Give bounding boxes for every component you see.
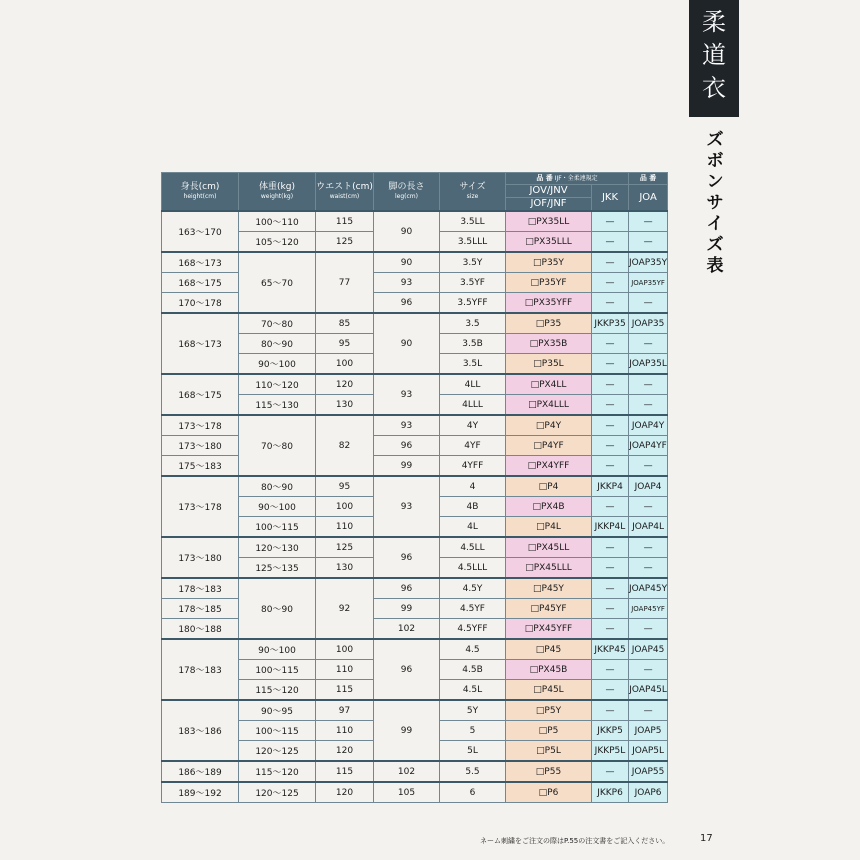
waist-cell: 110	[316, 721, 374, 741]
ijf-code-cell: □PX4B	[506, 497, 592, 517]
leg-length-cell: 102	[374, 761, 440, 782]
table-row	[162, 415, 668, 436]
leg-length-cell: 96	[374, 578, 440, 599]
waist-cell: 110	[316, 660, 374, 680]
weight-cell: 120〜125	[239, 782, 316, 803]
jkk-code-cell: —	[592, 374, 629, 395]
height-cell: 173〜178	[162, 415, 239, 436]
size-cell: 3.5YF	[440, 273, 506, 293]
joa-code-cell: —	[629, 211, 668, 232]
jkk-code-cell: JKKP45	[592, 639, 629, 660]
jkk-code-cell: —	[592, 537, 629, 558]
waist-cell: 120	[316, 374, 374, 395]
size-cell: 4LL	[440, 374, 506, 395]
table-row	[162, 599, 668, 619]
jkk-code-cell: —	[592, 354, 629, 375]
table-row	[162, 374, 668, 395]
height-cell: 170〜178	[162, 293, 239, 314]
joa-code-cell: JOAP5L	[629, 741, 668, 762]
leg-length-cell: 99	[374, 700, 440, 761]
table-row	[162, 639, 668, 660]
ijf-code-cell: □P35YF	[506, 273, 592, 293]
joa-code-cell: —	[629, 395, 668, 416]
ijf-code-cell: □P5	[506, 721, 592, 741]
waist-cell: 130	[316, 395, 374, 416]
header-jkk: JKK	[592, 185, 629, 212]
leg-length-cell: 102	[374, 619, 440, 640]
joa-code-cell: —	[629, 374, 668, 395]
table-row	[162, 578, 668, 599]
height-cell: 168〜173	[162, 252, 239, 273]
joa-code-cell: JOAP35L	[629, 354, 668, 375]
side-title-char: ボ	[706, 151, 724, 171]
table-row	[162, 619, 668, 640]
size-cell: 4.5YF	[440, 599, 506, 619]
height-cell: 168〜173	[162, 313, 239, 374]
height-cell: 178〜183	[162, 578, 239, 599]
side-title-char: ズ	[706, 130, 724, 150]
jkk-code-cell: JKKP4	[592, 476, 629, 497]
leg-length-cell: 96	[374, 293, 440, 314]
weight-cell: 120〜125	[239, 741, 316, 762]
ijf-code-cell: □P4	[506, 476, 592, 497]
table-row	[162, 537, 668, 558]
ijf-code-cell: □P4YF	[506, 436, 592, 456]
waist-cell: 97	[316, 700, 374, 721]
side-title-char: ズ	[706, 235, 724, 255]
weight-cell: 115〜120	[239, 761, 316, 782]
pants-size-table	[161, 172, 668, 803]
weight-cell: 105〜120	[239, 232, 316, 253]
size-cell: 4.5YFF	[440, 619, 506, 640]
table-row	[162, 211, 668, 232]
weight-cell: 100〜110	[239, 211, 316, 232]
leg-length-cell: 96	[374, 436, 440, 456]
jkk-code-cell: JKKP6	[592, 782, 629, 803]
waist-cell: 120	[316, 782, 374, 803]
weight-cell: 90〜100	[239, 497, 316, 517]
joa-code-cell: JOAP4Y	[629, 415, 668, 436]
side-title-char: ン	[706, 172, 724, 192]
weight-cell: 90〜100	[239, 354, 316, 375]
ijf-code-cell: □PX35YFF	[506, 293, 592, 314]
weight-cell: 100〜115	[239, 721, 316, 741]
ijf-code-cell: □P5Y	[506, 700, 592, 721]
weight-cell: 100〜115	[239, 517, 316, 538]
waist-cell: 115	[316, 211, 374, 232]
page-number: 17	[700, 833, 713, 844]
waist-cell: 77	[316, 252, 374, 313]
ijf-code-cell: □PX45LLL	[506, 558, 592, 579]
ijf-code-cell: □PX4LL	[506, 374, 592, 395]
size-cell: 4YFF	[440, 456, 506, 477]
size-cell: 5Y	[440, 700, 506, 721]
joa-code-cell: JOAP5	[629, 721, 668, 741]
joa-code-cell: —	[629, 537, 668, 558]
size-cell: 3.5LLL	[440, 232, 506, 253]
joa-code-cell: JOAP55	[629, 761, 668, 782]
side-tab-char: 道	[702, 41, 726, 69]
jkk-code-cell: —	[592, 761, 629, 782]
table-row	[162, 313, 668, 334]
weight-cell: 90〜100	[239, 639, 316, 660]
ijf-code-cell: □P35	[506, 313, 592, 334]
table-row	[162, 293, 668, 314]
waist-cell: 95	[316, 476, 374, 497]
ijf-code-cell: □P45	[506, 639, 592, 660]
table-row	[162, 252, 668, 273]
joa-code-cell: JOAP4	[629, 476, 668, 497]
jkk-code-cell: —	[592, 395, 629, 416]
jkk-code-cell: —	[592, 415, 629, 436]
size-cell: 3.5B	[440, 334, 506, 354]
header-weight: 体重(kg) weight(kg)	[239, 173, 316, 212]
weight-cell: 80〜90	[239, 578, 316, 639]
section-title-pants-size-chart	[702, 130, 728, 277]
category-tab-judogi	[689, 0, 739, 117]
waist-cell: 100	[316, 354, 374, 375]
size-cell: 4L	[440, 517, 506, 538]
ijf-code-cell: □PX35B	[506, 334, 592, 354]
header-height: 身長(cm) height(cm)	[162, 173, 239, 212]
table-row	[162, 700, 668, 721]
height-cell: 173〜180	[162, 537, 239, 578]
side-title-char: サ	[706, 193, 724, 213]
waist-cell: 95	[316, 334, 374, 354]
jkk-code-cell: —	[592, 232, 629, 253]
weight-cell: 90〜95	[239, 700, 316, 721]
ijf-code-cell: □P35Y	[506, 252, 592, 273]
size-cell: 6	[440, 782, 506, 803]
ijf-code-cell: □P4Y	[506, 415, 592, 436]
size-cell: 4B	[440, 497, 506, 517]
jkk-code-cell: —	[592, 456, 629, 477]
table-row	[162, 476, 668, 497]
height-cell: 168〜175	[162, 273, 239, 293]
table-row	[162, 782, 668, 803]
size-cell: 4.5B	[440, 660, 506, 680]
joa-code-cell: JOAP35	[629, 313, 668, 334]
leg-length-cell: 93	[374, 273, 440, 293]
header-size: サイズ size	[440, 173, 506, 212]
size-cell: 4LLL	[440, 395, 506, 416]
height-cell: 168〜175	[162, 374, 239, 415]
side-tab-char: 衣	[702, 74, 726, 102]
size-cell: 4	[440, 476, 506, 497]
leg-length-cell: 90	[374, 252, 440, 273]
jkk-code-cell: JKKP5L	[592, 741, 629, 762]
jkk-code-cell: —	[592, 619, 629, 640]
waist-cell: 115	[316, 761, 374, 782]
ijf-code-cell: □P4L	[506, 517, 592, 538]
weight-cell: 65〜70	[239, 252, 316, 313]
weight-cell: 80〜90	[239, 334, 316, 354]
size-cell: 4.5LLL	[440, 558, 506, 579]
jkk-code-cell: JKKP4L	[592, 517, 629, 538]
waist-cell: 85	[316, 313, 374, 334]
waist-cell: 92	[316, 578, 374, 639]
waist-cell: 82	[316, 415, 374, 476]
size-cell: 5	[440, 721, 506, 741]
leg-length-cell: 99	[374, 456, 440, 477]
weight-cell: 125〜135	[239, 558, 316, 579]
header-product-code-ijf: 品 番 IJF・全柔連規定	[506, 173, 629, 185]
jkk-code-cell: —	[592, 211, 629, 232]
joa-code-cell: JOAP35YF	[629, 273, 668, 293]
waist-cell: 115	[316, 680, 374, 701]
leg-length-cell: 96	[374, 639, 440, 700]
side-title-char: 表	[706, 256, 724, 276]
height-cell: 173〜178	[162, 476, 239, 537]
waist-cell: 125	[316, 537, 374, 558]
table-row	[162, 761, 668, 782]
jkk-code-cell: —	[592, 334, 629, 354]
weight-cell: 70〜80	[239, 415, 316, 476]
size-cell: 4.5Y	[440, 578, 506, 599]
size-cell: 5L	[440, 741, 506, 762]
header-jov-jnv: JOV/JNV	[506, 185, 592, 198]
jkk-code-cell: JKKP5	[592, 721, 629, 741]
waist-cell: 125	[316, 232, 374, 253]
jkk-code-cell: —	[592, 436, 629, 456]
jkk-code-cell: —	[592, 599, 629, 619]
joa-code-cell: —	[629, 700, 668, 721]
size-cell: 3.5LL	[440, 211, 506, 232]
ijf-code-cell: □PX4YFF	[506, 456, 592, 477]
weight-cell: 100〜115	[239, 660, 316, 680]
joa-code-cell: —	[629, 456, 668, 477]
leg-length-cell: 93	[374, 476, 440, 537]
joa-code-cell: —	[629, 293, 668, 314]
ijf-code-cell: □P55	[506, 761, 592, 782]
jkk-code-cell: —	[592, 700, 629, 721]
size-cell: 3.5YFF	[440, 293, 506, 314]
jkk-code-cell: —	[592, 680, 629, 701]
header-joa: JOA	[629, 185, 668, 212]
ijf-code-cell: □PX45YFF	[506, 619, 592, 640]
joa-code-cell: —	[629, 558, 668, 579]
weight-cell: 70〜80	[239, 313, 316, 334]
leg-length-cell: 93	[374, 374, 440, 415]
table-row	[162, 456, 668, 477]
weight-cell: 115〜130	[239, 395, 316, 416]
height-cell: 180〜188	[162, 619, 239, 640]
jkk-code-cell: —	[592, 293, 629, 314]
joa-code-cell: JOAP45YF	[629, 599, 668, 619]
size-cell: 3.5Y	[440, 252, 506, 273]
size-cell: 3.5L	[440, 354, 506, 375]
ijf-code-cell: □P5L	[506, 741, 592, 762]
jkk-code-cell: —	[592, 252, 629, 273]
height-cell: 183〜186	[162, 700, 239, 761]
ijf-code-cell: □PX45LL	[506, 537, 592, 558]
size-table-body	[162, 211, 668, 803]
ijf-code-cell: □PX35LL	[506, 211, 592, 232]
jkk-code-cell: —	[592, 273, 629, 293]
leg-length-cell: 93	[374, 415, 440, 436]
joa-code-cell: JOAP4L	[629, 517, 668, 538]
size-cell: 3.5	[440, 313, 506, 334]
size-cell: 4Y	[440, 415, 506, 436]
joa-code-cell: JOAP35Y	[629, 252, 668, 273]
weight-cell: 110〜120	[239, 374, 316, 395]
joa-code-cell: —	[629, 497, 668, 517]
jkk-code-cell: —	[592, 660, 629, 680]
height-cell: 189〜192	[162, 782, 239, 803]
jkk-code-cell: —	[592, 578, 629, 599]
table-row	[162, 436, 668, 456]
ijf-code-cell: □P35L	[506, 354, 592, 375]
height-cell: 178〜185	[162, 599, 239, 619]
leg-length-cell: 105	[374, 782, 440, 803]
joa-code-cell: —	[629, 619, 668, 640]
header-waist: ウエスト(cm) waist(cm)	[316, 173, 374, 212]
ijf-code-cell: □PX4LLL	[506, 395, 592, 416]
size-cell: 4.5LL	[440, 537, 506, 558]
joa-code-cell: JOAP45L	[629, 680, 668, 701]
weight-cell: 120〜130	[239, 537, 316, 558]
ijf-code-cell: □P45L	[506, 680, 592, 701]
leg-length-cell: 90	[374, 211, 440, 252]
waist-cell: 120	[316, 741, 374, 762]
ijf-code-cell: □P45Y	[506, 578, 592, 599]
waist-cell: 100	[316, 639, 374, 660]
weight-cell: 115〜120	[239, 680, 316, 701]
ijf-code-cell: □P45YF	[506, 599, 592, 619]
header-leg-length: 脚の長さ leg(cm)	[374, 173, 440, 212]
joa-code-cell: JOAP4YF	[629, 436, 668, 456]
jkk-code-cell: —	[592, 558, 629, 579]
joa-code-cell: JOAP6	[629, 782, 668, 803]
ijf-code-cell: □PX35LLL	[506, 232, 592, 253]
leg-length-cell: 96	[374, 537, 440, 578]
side-tab-char: 柔	[702, 8, 726, 36]
size-cell: 4.5L	[440, 680, 506, 701]
height-cell: 163〜170	[162, 211, 239, 252]
waist-cell: 100	[316, 497, 374, 517]
jkk-code-cell: —	[592, 497, 629, 517]
size-cell: 4.5	[440, 639, 506, 660]
joa-code-cell: —	[629, 232, 668, 253]
height-cell: 186〜189	[162, 761, 239, 782]
size-cell: 5.5	[440, 761, 506, 782]
side-title-char: イ	[706, 214, 724, 234]
header-jof-jnf: JOF/JNF	[506, 198, 592, 212]
jkk-code-cell: JKKP35	[592, 313, 629, 334]
waist-cell: 110	[316, 517, 374, 538]
joa-code-cell: JOAP45Y	[629, 578, 668, 599]
ijf-code-cell: □P6	[506, 782, 592, 803]
height-cell: 175〜183	[162, 456, 239, 477]
table-row	[162, 273, 668, 293]
weight-cell: 80〜90	[239, 476, 316, 497]
height-cell: 178〜183	[162, 639, 239, 700]
joa-code-cell: —	[629, 660, 668, 680]
footer-note: ネーム刺繍をご注文の際はP.55の注文書をご記入ください。	[480, 837, 670, 845]
joa-code-cell: —	[629, 334, 668, 354]
ijf-code-cell: □PX45B	[506, 660, 592, 680]
height-cell: 173〜180	[162, 436, 239, 456]
leg-length-cell: 90	[374, 313, 440, 374]
joa-code-cell: JOAP45	[629, 639, 668, 660]
header-product-code: 品 番	[629, 173, 668, 185]
size-cell: 4YF	[440, 436, 506, 456]
leg-length-cell: 99	[374, 599, 440, 619]
waist-cell: 130	[316, 558, 374, 579]
